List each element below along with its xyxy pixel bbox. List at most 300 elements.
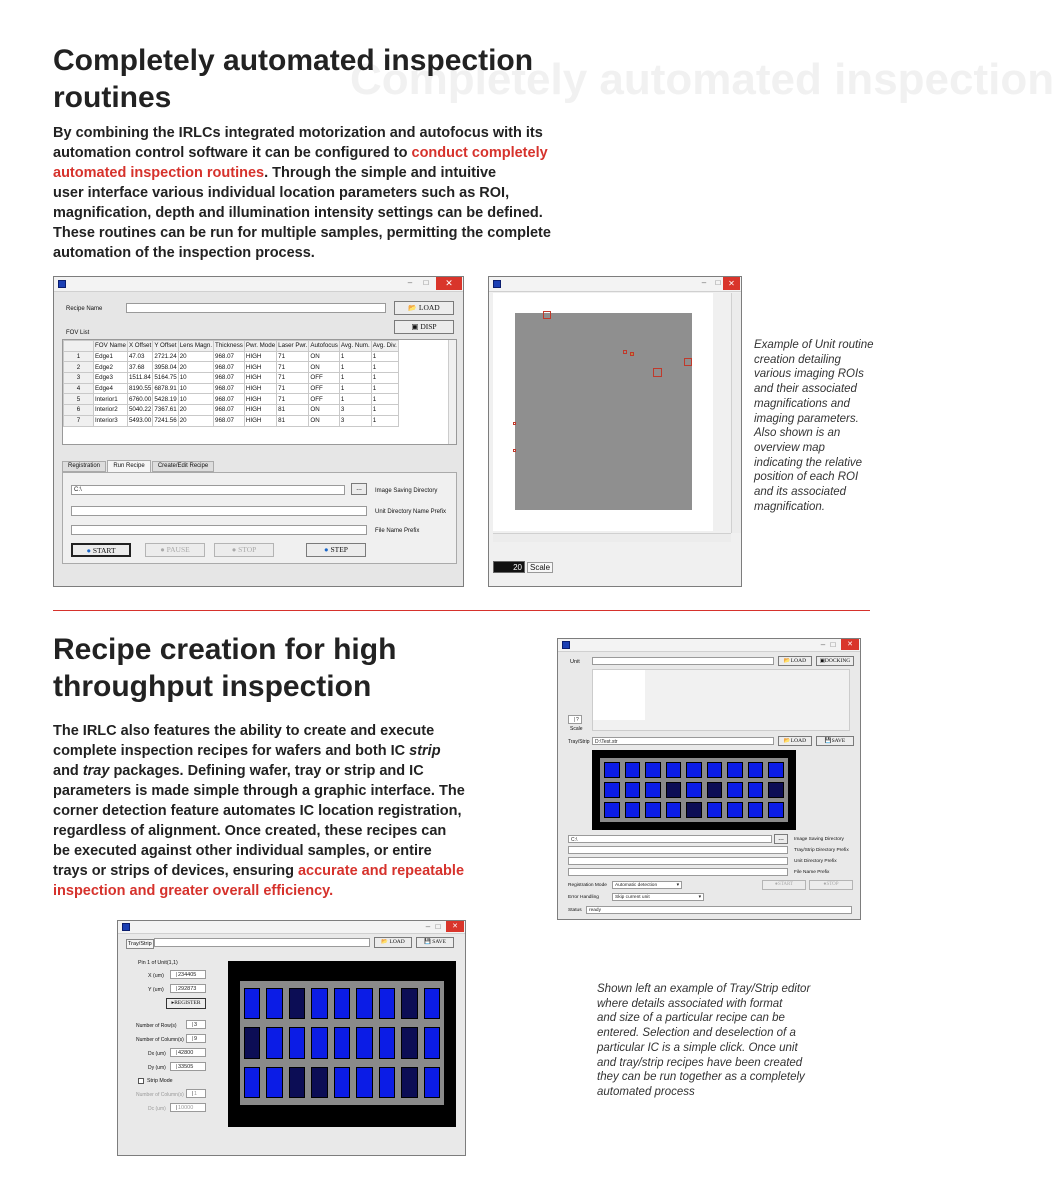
table-cell[interactable]: HIGH — [244, 373, 276, 384]
table-cell[interactable]: Interior2 — [94, 405, 128, 416]
title-bar — [489, 277, 741, 292]
row-number[interactable]: 2 — [64, 362, 94, 373]
table-cell[interactable]: 3 — [339, 405, 371, 416]
roi-marker[interactable] — [623, 350, 627, 354]
table-cell[interactable]: 20 — [178, 415, 213, 426]
ic-cell-selected[interactable] — [748, 762, 764, 778]
table-cell[interactable]: 1 — [371, 405, 398, 416]
y-spinner[interactable]: 292873 — [170, 984, 206, 993]
column-header[interactable]: FOV Name — [95, 342, 126, 350]
title-bar — [118, 921, 465, 934]
table-row[interactable] — [64, 415, 399, 426]
table-cell[interactable]: 81 — [277, 415, 309, 426]
unit-dir-prefix-input[interactable] — [71, 506, 367, 516]
unit-input[interactable] — [592, 657, 774, 665]
table-cell[interactable]: ON — [309, 362, 340, 373]
table-cell[interactable]: 1 — [339, 362, 371, 373]
tray-dir-prefix-label: Tray/Strip Directory Prefix — [794, 848, 849, 853]
column-header[interactable]: Avg. Num. — [340, 342, 370, 350]
emphasis-text: strip — [409, 743, 441, 759]
ic-cell-deselected[interactable] — [401, 1067, 417, 1098]
save-icon: 💾 — [824, 738, 832, 744]
dx-label: Dx (um) — [148, 1051, 166, 1057]
table-cell[interactable]: 37.68 — [127, 362, 152, 373]
table-cell[interactable]: HIGH — [244, 351, 276, 362]
table-cell[interactable]: 1 — [371, 351, 398, 362]
para-line: parameters is made simple through a graphic interface. The — [53, 783, 465, 799]
caption-line: automated process — [597, 1085, 695, 1098]
ic-cell-selected[interactable] — [424, 1027, 440, 1058]
table-scrollbar[interactable] — [448, 340, 456, 444]
ic-cell-selected[interactable] — [645, 782, 661, 798]
unit-stop-button[interactable] — [809, 880, 853, 890]
tray-save-button[interactable] — [416, 937, 454, 948]
column-header[interactable]: Lens Magn. — [179, 342, 213, 350]
table-cell[interactable]: OFF — [309, 383, 340, 394]
recipe-window — [53, 276, 464, 587]
ic-cell-selected[interactable] — [768, 762, 784, 778]
browse-button[interactable]: ... — [351, 483, 367, 495]
table-cell[interactable]: 968.07 — [214, 415, 245, 426]
unit-image-dir-input[interactable]: C:\ — [568, 835, 772, 843]
roi-marker[interactable] — [684, 358, 692, 366]
roi-marker[interactable] — [630, 352, 634, 356]
roi-marker[interactable] — [513, 422, 516, 425]
ic-cell-selected[interactable] — [604, 782, 620, 798]
table-cell[interactable]: Interior1 — [94, 394, 128, 405]
caption-line: magnifications and — [754, 397, 850, 410]
ic-grid — [244, 988, 440, 1098]
table-cell[interactable]: OFF — [309, 373, 340, 384]
maximize-button[interactable]: □ — [423, 278, 429, 287]
ic-cell-deselected[interactable] — [289, 1067, 305, 1098]
table-cell[interactable]: 1 — [371, 362, 398, 373]
error-handling-label: Error Handling — [568, 895, 599, 900]
unit-browse-button[interactable]: ... — [774, 834, 788, 844]
ic-cell-selected[interactable] — [244, 988, 260, 1019]
ic-cell-selected[interactable] — [604, 802, 620, 818]
para-line: trays or strips of devices, ensuring — [53, 863, 298, 879]
column-header[interactable]: Laser Pwr. — [278, 342, 308, 350]
roi-marker[interactable] — [513, 449, 516, 452]
ic-cell-selected[interactable] — [311, 988, 327, 1019]
caption-line: Example of Unit routine — [754, 339, 874, 351]
strip-columns-spinner[interactable]: 1 — [186, 1089, 206, 1098]
table-cell[interactable]: 5493.00 — [128, 417, 152, 425]
stop-button[interactable] — [214, 543, 274, 557]
tray-save-button[interactable] — [816, 736, 854, 746]
table-cell[interactable]: 2721.24 — [154, 353, 177, 361]
row-number[interactable]: 5 — [64, 394, 94, 405]
ic-cell-selected[interactable] — [625, 762, 641, 778]
roi-marker[interactable] — [543, 311, 551, 319]
unit-start-button[interactable] — [762, 880, 806, 890]
table-cell[interactable]: 1511.84 — [128, 374, 151, 382]
highlight-text: accurate and repeatable — [297, 863, 465, 879]
fov-table-container — [62, 339, 457, 445]
dc-spinner[interactable]: 10000 — [170, 1103, 206, 1112]
section1-title-line1: Completely automated inspection — [53, 44, 534, 77]
ic-cell-selected[interactable] — [768, 802, 784, 818]
x-label: X (um) — [148, 973, 164, 979]
table-cell[interactable]: ON — [309, 405, 340, 416]
column-header[interactable]: Pwr. Mode — [245, 342, 276, 350]
horizontal-scrollbar[interactable] — [493, 533, 731, 542]
vertical-scrollbar[interactable] — [731, 293, 741, 533]
pause-button[interactable] — [145, 543, 205, 557]
table-cell[interactable]: 5040.22 — [128, 406, 152, 414]
table-cell[interactable]: HIGH — [244, 405, 276, 416]
para-line: be executed against other individual samples, or entire — [53, 843, 432, 859]
table-cell[interactable]: 71 — [277, 394, 309, 405]
recipe-name-label: Recipe Name — [66, 306, 103, 312]
row-number[interactable]: 6 — [64, 405, 94, 416]
table-cell[interactable]: 1 — [371, 394, 398, 405]
strip-mode-checkbox[interactable] — [138, 1078, 144, 1084]
ic-cell-selected[interactable] — [266, 1027, 282, 1058]
table-cell[interactable]: ON — [309, 415, 340, 426]
table-row[interactable] — [64, 362, 399, 373]
fov-table — [63, 340, 399, 427]
dc-label: Dc (um) — [148, 1106, 166, 1112]
table-cell[interactable]: 10 — [178, 394, 213, 405]
minimize-button[interactable]: – — [701, 278, 707, 287]
app-icon — [562, 641, 570, 649]
registration-value: Automatic detection — [615, 883, 658, 888]
ic-cell-selected[interactable] — [356, 988, 372, 1019]
table-cell[interactable]: 6760.00 — [128, 395, 152, 403]
minimize-button[interactable]: – — [820, 640, 826, 649]
ic-cell-selected[interactable] — [604, 762, 620, 778]
play-icon: ● — [86, 546, 91, 555]
section2-title-line1: Recipe creation for high — [53, 633, 397, 666]
watermark-text: Completely automated inspection — [350, 55, 1054, 104]
step-icon: ● — [324, 545, 329, 554]
disp-button[interactable] — [394, 320, 454, 334]
column-header[interactable]: Avg. Div. — [372, 342, 397, 350]
ic-cell-selected[interactable] — [645, 762, 661, 778]
unit-dir-prefix-input[interactable] — [568, 857, 788, 865]
ic-cell-selected[interactable] — [748, 782, 764, 798]
para-line: packages. Defining wafer, tray or strip and IC — [109, 763, 424, 779]
start-label: START — [777, 882, 794, 887]
para-line: regardless of alignment. Once created, these recipes can — [53, 823, 447, 839]
ic-cell-selected[interactable] — [266, 1067, 282, 1098]
para-line: These routines can be run for multiple samples, permitting the complete — [53, 225, 551, 241]
file-name-prefix-label: File Name Prefix — [375, 528, 420, 534]
table-row[interactable] — [64, 405, 399, 416]
table-cell[interactable]: 968.07 — [214, 351, 245, 362]
table-cell[interactable]: 5164.75 — [154, 374, 177, 382]
para-line: and — [53, 763, 83, 779]
table-cell[interactable]: 1 — [339, 383, 371, 394]
scale-spinner[interactable]: 20 — [493, 561, 525, 573]
ic-cell-selected[interactable] — [379, 1067, 395, 1098]
section1-title — [53, 42, 533, 116]
recipe-name-input[interactable] — [126, 303, 386, 313]
tab-registration[interactable]: Registration — [62, 461, 106, 472]
ic-cell-selected[interactable] — [334, 988, 350, 1019]
play-icon: ● — [774, 882, 778, 887]
ic-cell-selected[interactable] — [379, 1027, 395, 1058]
ic-cell-selected[interactable] — [727, 762, 743, 778]
table-cell[interactable]: 968.07 — [214, 373, 245, 384]
table-cell[interactable]: 6878.91 — [154, 385, 177, 393]
tab-create-edit-recipe[interactable]: Create/Edit Recipe — [152, 461, 214, 472]
ic-cell-selected[interactable] — [727, 782, 743, 798]
ic-cell-selected[interactable] — [244, 1067, 260, 1098]
table-cell[interactable]: 81 — [277, 405, 309, 416]
table-cell[interactable]: 47.03 — [127, 351, 152, 362]
unit-preview-area — [592, 669, 850, 731]
close-button[interactable]: ✕ — [436, 277, 462, 290]
unit-scale-spinner[interactable]: ? — [568, 715, 582, 724]
table-cell[interactable]: HIGH — [244, 362, 276, 373]
table-cell[interactable]: 968.07 — [214, 383, 245, 394]
ic-cell-selected[interactable] — [727, 802, 743, 818]
ic-cell-selected[interactable] — [424, 1067, 440, 1098]
section2-title-line2: throughput inspection — [53, 670, 372, 703]
table-cell[interactable]: 20 — [178, 362, 213, 373]
maximize-button[interactable]: □ — [435, 922, 441, 931]
tray-load-button[interactable] — [778, 736, 812, 746]
caption-2 — [597, 982, 857, 1100]
dy-spinner[interactable]: 33505 — [170, 1062, 206, 1071]
file-prefix-input[interactable] — [71, 525, 367, 535]
close-button[interactable]: ✕ — [723, 277, 740, 290]
ic-cell-selected[interactable] — [356, 1067, 372, 1098]
folder-icon: 📂 — [783, 658, 791, 664]
row-number[interactable]: 1 — [64, 351, 94, 362]
table-cell[interactable]: Edge4 — [94, 383, 128, 394]
ic-cell-selected[interactable] — [334, 1027, 350, 1058]
start-button[interactable] — [71, 543, 131, 557]
table-cell[interactable]: 71 — [277, 373, 309, 384]
tab-run-recipe[interactable]: Run Recipe — [107, 460, 151, 472]
step-label: STEP — [330, 545, 348, 554]
step-button[interactable] — [306, 543, 366, 557]
table-row[interactable] — [64, 394, 399, 405]
minimize-button[interactable]: – — [425, 922, 431, 931]
app-icon — [58, 280, 66, 288]
title-bar — [558, 639, 860, 652]
section2-paragraph — [53, 721, 523, 901]
tray-strip-window — [117, 920, 466, 1156]
table-cell[interactable]: OFF — [309, 394, 340, 405]
table-cell[interactable]: 1 — [339, 394, 371, 405]
emphasis-text: tray — [82, 763, 110, 779]
table-cell[interactable]: 71 — [277, 351, 309, 362]
ic-cell-selected[interactable] — [686, 762, 702, 778]
load-label: LOAD — [790, 658, 807, 664]
ic-cell-deselected[interactable] — [311, 1067, 327, 1098]
error-handling-value: Skip current unit — [615, 895, 650, 900]
table-cell[interactable]: 7367.61 — [154, 406, 177, 414]
unit-image-saving-label: Image Saving Directory — [794, 837, 844, 842]
ic-cell-deselected[interactable] — [768, 782, 784, 798]
pin-label: Pin 1 of Unit(1,1) — [138, 960, 178, 966]
caption-line: Also shown is an — [754, 427, 841, 440]
tray-dir-prefix-input[interactable] — [568, 846, 788, 854]
table-cell[interactable]: HIGH — [244, 383, 276, 394]
table-cell[interactable]: 1 — [371, 415, 398, 426]
table-cell[interactable]: HIGH — [244, 394, 276, 405]
table-cell[interactable]: Interior3 — [94, 415, 128, 426]
unit-label: Unit — [570, 659, 580, 665]
docking-icon: ▣ — [819, 658, 825, 664]
highlight-text: conduct completely — [411, 145, 548, 161]
ic-cell-selected[interactable] — [289, 1027, 305, 1058]
ic-cell-deselected[interactable] — [707, 782, 723, 798]
caption-line: where details associated with format — [597, 997, 783, 1010]
row-number[interactable]: 3 — [64, 373, 94, 384]
caption-line: position of each ROI — [754, 471, 859, 484]
ic-grid — [604, 762, 784, 818]
table-cell[interactable]: 71 — [277, 362, 309, 373]
ic-cell-selected[interactable] — [356, 1027, 372, 1058]
save-label: SAVE — [432, 939, 446, 945]
tray-load-button[interactable] — [374, 937, 412, 948]
table-cell[interactable]: 8190.55 — [128, 385, 152, 393]
unit-window — [557, 638, 861, 920]
para-line: automation of the inspection process. — [53, 245, 315, 261]
ic-cell-selected[interactable] — [645, 802, 661, 818]
table-cell[interactable]: HIGH — [244, 415, 276, 426]
row-number[interactable]: 4 — [64, 383, 94, 394]
table-cell[interactable]: 10 — [178, 383, 213, 394]
tray-strip-input[interactable] — [154, 938, 370, 947]
ic-cell-selected[interactable] — [666, 762, 682, 778]
folder-icon: 📂 — [381, 939, 389, 945]
columns-spinner[interactable]: 9 — [186, 1034, 206, 1043]
maximize-button[interactable]: □ — [830, 640, 836, 649]
ic-cell-deselected[interactable] — [401, 988, 417, 1019]
pause-label: PAUSE — [166, 545, 190, 554]
close-button[interactable]: ✕ — [446, 921, 464, 932]
minimize-button[interactable]: – — [407, 278, 413, 287]
x-spinner[interactable]: 234405 — [170, 970, 206, 979]
table-cell[interactable]: 968.07 — [214, 405, 245, 416]
ic-cell-deselected[interactable] — [244, 1027, 260, 1058]
table-cell[interactable]: 1 — [339, 351, 371, 362]
load-button[interactable] — [394, 301, 454, 315]
table-cell[interactable]: 7241.56 — [154, 417, 177, 425]
column-header[interactable]: Autofocus — [310, 342, 338, 350]
ic-cell-deselected[interactable] — [666, 782, 682, 798]
unit-file-prefix-input[interactable] — [568, 868, 788, 876]
error-handling-select[interactable] — [612, 893, 704, 901]
stop-label: STOP — [826, 882, 839, 887]
tray-view — [228, 961, 456, 1127]
table-cell[interactable]: Edge1 — [94, 351, 128, 362]
ic-cell-selected[interactable] — [379, 988, 395, 1019]
ic-cell-selected[interactable] — [266, 988, 282, 1019]
roi-marker[interactable] — [653, 368, 662, 377]
docking-label: DOCKING — [824, 658, 851, 664]
table-row[interactable] — [64, 383, 399, 394]
tray-strip-input[interactable]: D:\Test.str — [592, 737, 774, 745]
chevron-down-icon: ▾ — [676, 883, 679, 888]
table-cell[interactable]: Edge3 — [94, 373, 128, 384]
ic-cell-selected[interactable] — [666, 802, 682, 818]
table-cell[interactable]: 968.07 — [214, 362, 245, 373]
unit-dir-prefix-label: Unit Directory Name Prefix — [375, 509, 447, 515]
caption-line: they can be run together as a completely — [597, 1071, 805, 1084]
unit-load-button[interactable] — [778, 656, 812, 666]
column-header[interactable]: X Offset — [128, 342, 152, 350]
unit-thumbnail — [593, 670, 645, 720]
ic-cell-deselected[interactable] — [401, 1027, 417, 1058]
column-header[interactable]: Thickness — [215, 342, 243, 350]
column-header[interactable] — [64, 341, 94, 352]
table-cell[interactable]: 1 — [371, 373, 398, 384]
tab-strip — [62, 460, 457, 472]
table-cell[interactable]: 1 — [339, 373, 371, 384]
section2-title — [53, 631, 396, 705]
table-cell[interactable]: 20 — [178, 405, 213, 416]
disp-label: DISP — [420, 322, 437, 331]
ic-cell-selected[interactable] — [334, 1067, 350, 1098]
register-button[interactable] — [166, 998, 206, 1009]
ic-cell-selected[interactable] — [707, 762, 723, 778]
para-line: By combining the IRLCs integrated motorization and autofocus with its — [53, 125, 543, 141]
table-cell[interactable]: 5428.19 — [154, 395, 177, 403]
table-cell[interactable]: Edge2 — [94, 362, 128, 373]
para-line: corner detection feature automates IC location registration, — [53, 803, 462, 819]
unit-dir-prefix-label: Unit Directory Prefix — [794, 859, 837, 864]
ic-cell-selected[interactable] — [748, 802, 764, 818]
docking-button[interactable] — [816, 656, 854, 666]
table-cell[interactable]: 71 — [277, 383, 309, 394]
table-cell[interactable]: 3 — [339, 415, 371, 426]
ic-cell-selected[interactable] — [311, 1027, 327, 1058]
ic-cell-selected[interactable] — [424, 988, 440, 1019]
table-row[interactable] — [64, 373, 399, 384]
load-label: LOAD — [790, 738, 807, 744]
section-divider — [53, 610, 870, 611]
table-cell[interactable]: 968.07 — [214, 394, 245, 405]
table-cell[interactable]: 3958.04 — [154, 363, 177, 371]
save-label: SAVE — [831, 738, 846, 744]
caption-line: Shown left an example of Tray/Strip editor — [597, 983, 811, 995]
table-cell[interactable]: ON — [309, 351, 340, 362]
table-cell[interactable]: 20 — [178, 351, 213, 362]
table-header-row — [64, 341, 399, 352]
rows-spinner[interactable]: 3 — [186, 1020, 206, 1029]
row-number[interactable]: 7 — [64, 415, 94, 426]
ic-cell-deselected[interactable] — [686, 802, 702, 818]
para-line: complete inspection recipes for wafers and both IC — [53, 743, 410, 759]
maximize-button[interactable]: □ — [715, 278, 721, 287]
highlight-text: inspection and greater overall efficiency. — [53, 883, 334, 899]
ic-cell-selected[interactable] — [686, 782, 702, 798]
registration-mode-select[interactable] — [612, 881, 682, 889]
ic-cell-selected[interactable] — [707, 802, 723, 818]
sample-area — [515, 313, 692, 510]
strip-columns-label: Number of Column(s) — [136, 1092, 184, 1098]
close-button[interactable]: ✕ — [841, 639, 859, 650]
table-cell[interactable]: 10 — [178, 373, 213, 384]
column-header[interactable]: Y Offset — [154, 342, 177, 350]
table-cell[interactable]: 1 — [371, 383, 398, 394]
caption-line: creation detailing — [754, 353, 841, 366]
ic-cell-selected[interactable] — [625, 782, 641, 798]
dx-spinner[interactable]: 42800 — [170, 1048, 206, 1057]
ic-cell-deselected[interactable] — [289, 988, 305, 1019]
table-row[interactable] — [64, 351, 399, 362]
ic-cell-selected[interactable] — [625, 802, 641, 818]
image-dir-input[interactable]: C:\ — [71, 485, 345, 495]
